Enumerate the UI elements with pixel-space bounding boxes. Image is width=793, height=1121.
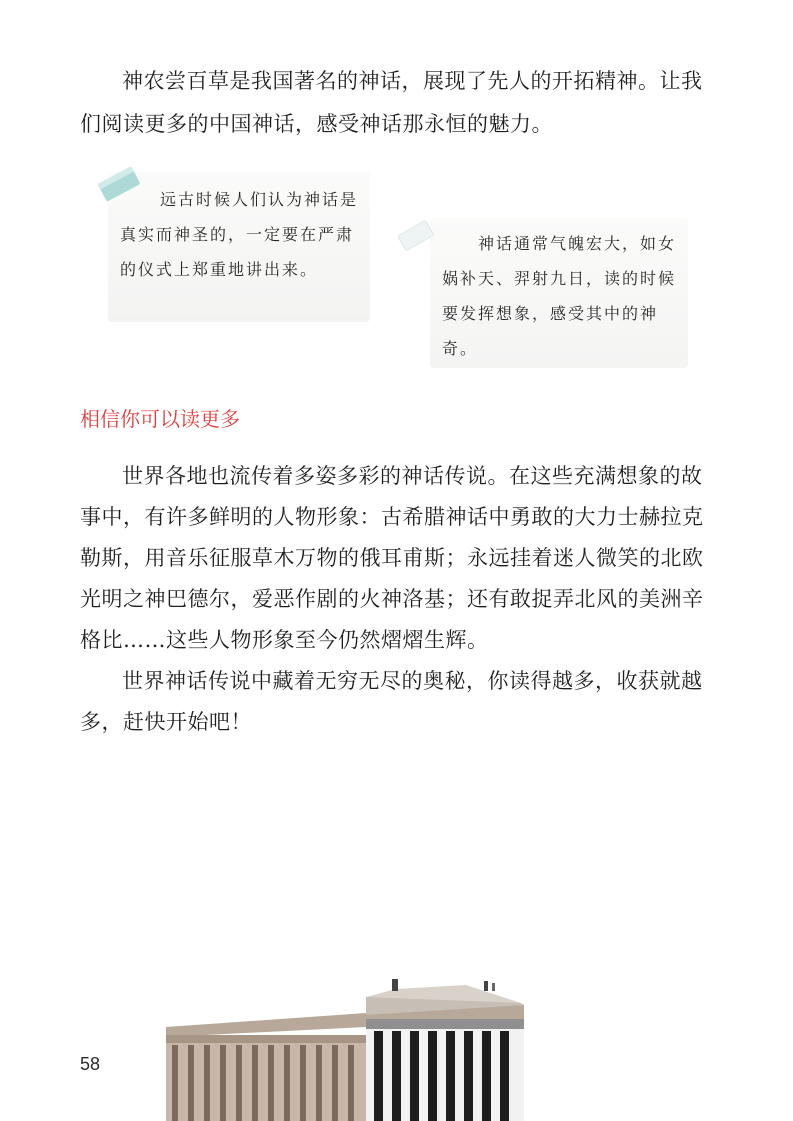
intro-paragraph: 神农尝百草是我国著名的神话，展现了先人的开拓精神。让我们阅读更多的中国神话，感受神话那永恒的魅力。 (80, 69, 703, 136)
greek-temple-icon (166, 975, 526, 1121)
body-paragraph: 世界各地也流传着多姿多彩的神话传说。在这些充满想象的故事中，有许多鲜明的人物形象：古希腊神话中勇敢的大力士赫拉克勒斯，用音乐征服草木万物的俄耳甫斯；永远挂着迷人微笑的北欧光明之神巴德尔，爱恶作剧的火神洛基；还有敢捉弄北风的美洲辛格比……这些人物形象至今仍然熠熠生辉。 (80, 464, 704, 652)
tape-icon (394, 218, 438, 254)
page-number: 58 (80, 1054, 101, 1074)
body-paragraph: 世界神话传说中藏着无穷无尽的奥秘，你读得越多，收获就越多，赶快开始吧！ (80, 669, 703, 734)
section-body (80, 456, 720, 743)
note-right-text: 神话通常气魄宏大，如女娲补天、羿射九日，读的时候要发挥想象，感受其中的神奇。 (442, 234, 677, 358)
section-heading: 相信你可以读更多 (80, 407, 240, 431)
note-left-text: 远古时候人们认为神话是真实而神圣的，一定要在严肃的仪式上郑重地讲出来。 (120, 190, 359, 279)
